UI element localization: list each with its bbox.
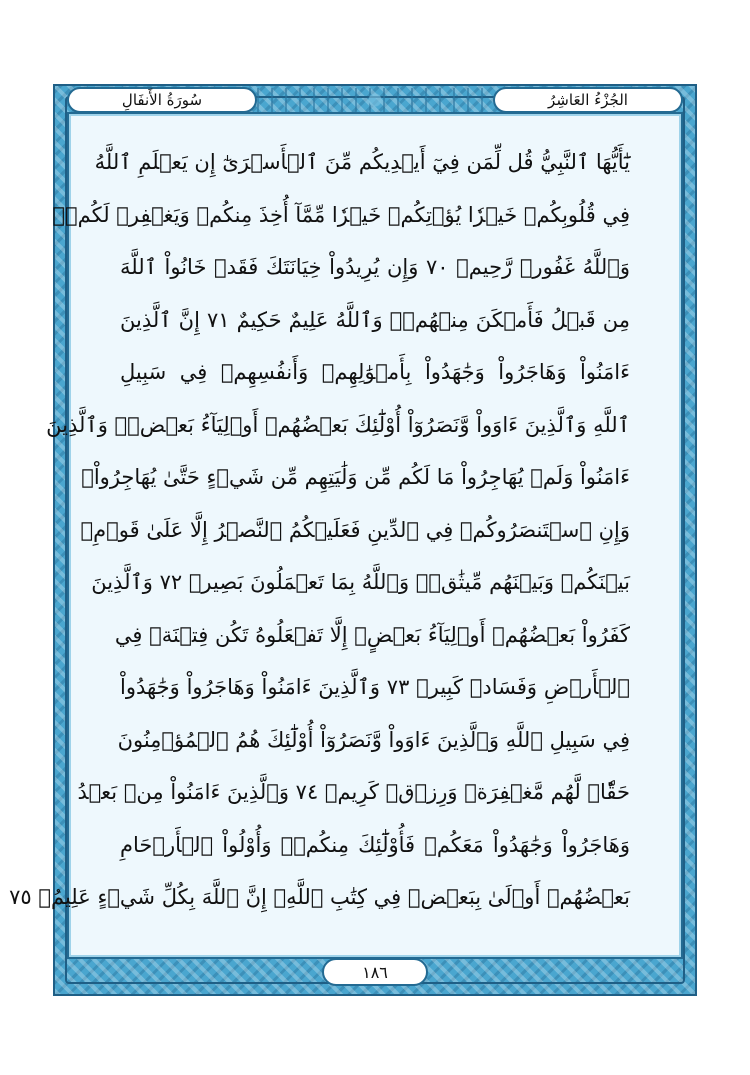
verse-line: وَإِنِ ٱسۡتَنصَرُوكُمۡ فِي ٱلدِّينِ فَعَلَيۡكُمُ ٱلنَّصۡرُ إِلَّا عَلَىٰ قَوۡمِۭ <box>80 517 630 542</box>
page-number-label: ١٨٦ <box>362 962 388 982</box>
juz-title <box>493 87 683 113</box>
verse-line: مِن قَبۡلُ فَأَمۡكَنَ مِنۡهُمۡۗ وَٱللَّهُ عَلِيمٌ حَكِيمٌ ٧١ إِنَّ ٱلَّذِينَ <box>120 307 630 332</box>
verse-line: ٱلۡأَرۡضِ وَفَسَادٞ كَبِيرٞ ٧٣ وَٱلَّذِينَ ءَامَنُواْ وَهَاجَرُواْ وَجَٰهَدُواْ <box>120 675 630 699</box>
verse-line: بَيۡنَكُمۡ وَبَيۡنَهُم مِّيثَٰقٞۗ وَٱللَّهُ بِمَا تَعۡمَلُونَ بَصِيرٞ ٧٢ وَٱلَّذِينَ <box>91 570 630 594</box>
juz-label: الجُزْءُ العَاشِرُ <box>548 91 628 109</box>
surah-label: سُورَةُ الأَنفَالِ <box>121 91 203 109</box>
verse-line: فِي قُلُوبِكُمۡ خَيۡرٗا يُؤۡتِكُمۡ خَيۡرٗا مِّمَّآ أُخِذَ مِنكُمۡ وَيَغۡفِرۡ لَكُمۡۚ <box>52 202 630 227</box>
verse-line: وَهَاجَرُواْ وَجَٰهَدُواْ مَعَكُمۡ فَأُوْلَٰٓئِكَ مِنكُمۡۚ وَأُوْلُواْ ٱلۡأَرۡحَامِ <box>120 832 630 857</box>
page-number <box>322 958 428 986</box>
verse-lines <box>9 140 630 928</box>
verse-line: كَفَرُواْ بَعۡضُهُمۡ أَوۡلِيَآءُ بَعۡضٍۚ إِلَّا تَفۡعَلُوهُ تَكُن فِتۡنَةٞ فِي <box>114 622 630 647</box>
verse-line: ءَامَنُواْ وَلَمۡ يُهَاجِرُواْ مَا لَكُم مِّن وَلَٰيَتِهِم مِّن شَيۡءٍ حَتَّىٰ يُهَاجِرُواْۚ <box>81 465 630 489</box>
verse-line: وَٱللَّهُ غَفُورٞ رَّحِيمٞ ٧٠ وَإِن يُرِيدُواْ خِيَانَتَكَ فَقَدۡ خَانُواْ ٱللَّهَ <box>120 255 630 279</box>
verse-line: حَقّٗاۚ لَّهُم مَّغۡفِرَةٞ وَرِزۡقٞ كَرِيمٞ ٧٤ وَٱلَّذِينَ ءَامَنُواْ مِنۢ بَعۡدُ <box>77 780 630 804</box>
verse-line: فِي سَبِيلِ ٱللَّهِ وَٱلَّذِينَ ءَاوَواْ وَّنَصَرُوٓاْ أُوْلَٰٓئِكَ هُمُ ٱلۡمُؤۡمِنُونَ <box>117 727 630 752</box>
verse-line: ءَامَنُواْ وَهَاجَرُواْ وَجَٰهَدُواْ بِأَمۡوَٰلِهِمۡ وَأَنفُسِهِمۡ فِي سَبِيلِ <box>120 360 630 384</box>
surah-title <box>67 87 257 113</box>
verse-line: بَعۡضُهُمۡ أَوۡلَىٰ بِبَعۡضٖ فِي كِتَٰبِ ٱللَّهِۚ إِنَّ ٱللَّهَ بِكُلِّ شَيۡءٍ عَلِيمُۢ ٧٥ <box>9 885 630 909</box>
header-ornament <box>257 88 493 112</box>
verse-line: ٱللَّهِ وَٱلَّذِينَ ءَاوَواْ وَّنَصَرُوٓاْ أُوْلَٰٓئِكَ بَعۡضُهُمۡ أَوۡلِيَآءُ بَعۡضٖۚ وَٱلَّذِينَ <box>46 412 630 437</box>
verse-line: يَٰٓأَيُّهَا ٱلنَّبِيُّ قُل لِّمَن فِيٓ أَيۡدِيكُم مِّنَ ٱلۡأَسۡرَىٰٓ إِن يَعۡلَمِ ٱللَّهُ <box>94 150 630 174</box>
